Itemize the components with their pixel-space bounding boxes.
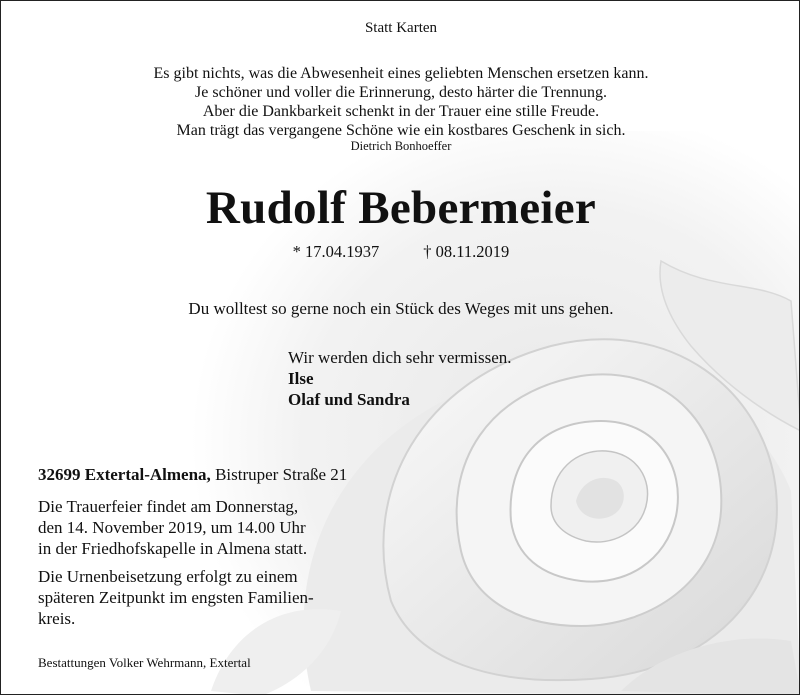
quote-author: Dietrich Bonhoeffer bbox=[350, 139, 452, 153]
urn-burial-info bbox=[38, 566, 314, 629]
service-line: in der Friedhofskapelle in Almena statt. bbox=[38, 539, 308, 558]
life-dates bbox=[1, 242, 800, 262]
death-date: † 08.11.2019 bbox=[423, 242, 510, 261]
quote-line: Es gibt nichts, was die Abwesenheit eines geliebten Menschen ersetzen kann. bbox=[153, 65, 649, 82]
mourner-name: Ilse bbox=[288, 369, 314, 388]
quote-line: Je schöner und voller die Erinnerung, desto härter die Trennung. bbox=[195, 84, 607, 101]
notice-heading: Statt Karten bbox=[364, 20, 438, 36]
service-line: den 14. November 2019, um 14.00 Uhr bbox=[38, 518, 306, 537]
quote bbox=[1, 64, 800, 140]
mourner-name: Olaf und Sandra bbox=[288, 390, 410, 409]
urn-line: späteren Zeitpunkt im engsten Familien- bbox=[38, 588, 314, 607]
quote-line: Aber die Dankbarkeit schenkt in der Trauer eine stille Freude. bbox=[202, 103, 600, 120]
address-street: Bistruper Straße 21 bbox=[215, 465, 348, 484]
notice-content bbox=[1, 1, 800, 695]
mourners bbox=[288, 347, 512, 410]
birth-date: * 17.04.1937 bbox=[292, 242, 380, 261]
mourners-intro: Wir werden dich sehr vermissen. bbox=[288, 348, 512, 367]
funeral-home: Bestattungen Volker Wehrmann, Extertal bbox=[38, 655, 251, 670]
service-line: Die Trauerfeier findet am Donnerstag, bbox=[38, 497, 299, 516]
service-info bbox=[38, 496, 307, 559]
urn-line: kreis. bbox=[38, 609, 76, 628]
urn-line: Die Urnenbeisetzung erfolgt zu einem bbox=[38, 567, 298, 586]
motto: Du wolltest so gerne noch ein Stück des Weges mit uns gehen. bbox=[188, 299, 614, 318]
quote-line: Man trägt das vergangene Schöne wie ein kostbares Geschenk in sich. bbox=[176, 122, 626, 139]
address bbox=[38, 464, 347, 485]
address-city: 32699 Extertal-Almena, bbox=[38, 465, 211, 484]
deceased-name: Rudolf Bebermeier bbox=[205, 182, 597, 234]
